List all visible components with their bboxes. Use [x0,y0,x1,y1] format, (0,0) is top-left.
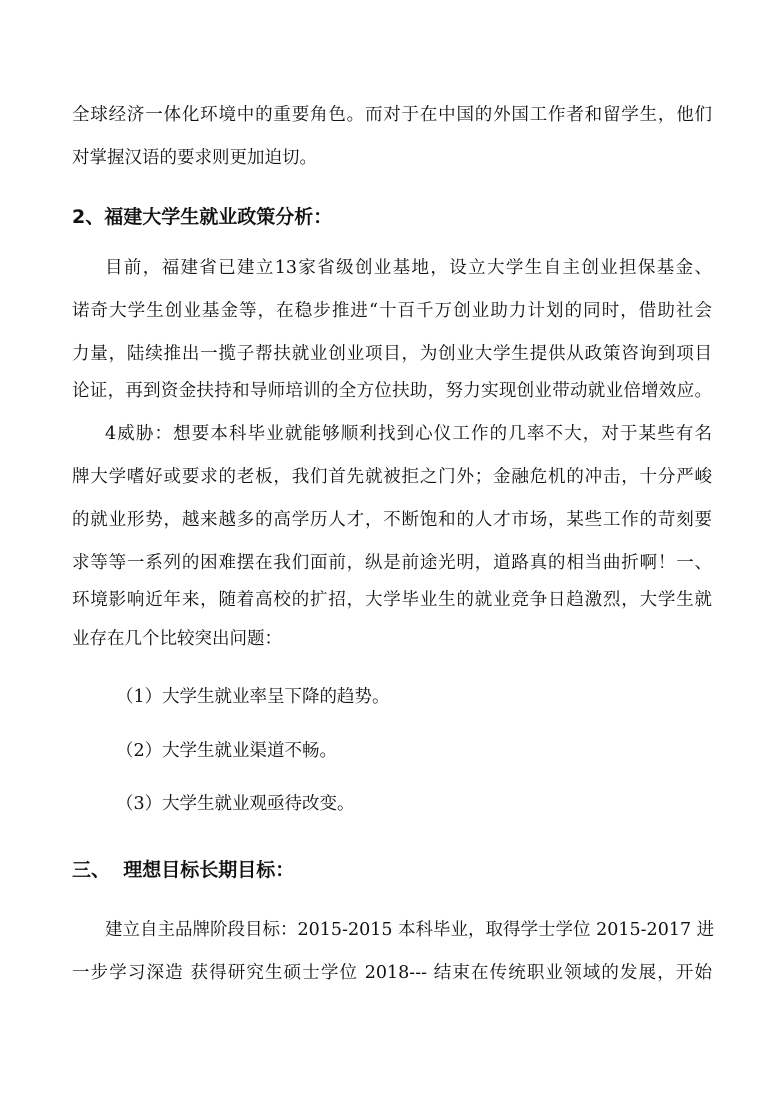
list-item-text: 大学生就业率呈下降的趋势。 [162,687,390,707]
paragraph2-line-3: 力量，陆续推出一揽子帮扶就业创业项目，为创业大学生提供从政策咨询到项目 [72,344,712,364]
paragraph3-line-6: 业存在几个比较突出问题： [72,629,282,649]
list-item [116,683,390,708]
paragraph2-line-1: 目前，福建省已建立13家省级创业基地，设立大学生自主创业担保基金、 [105,258,712,278]
section-heading-3: 三、 理想目标长期目标： [72,859,295,881]
section-heading-2: 2、福建大学生就业政策分析： [72,206,333,228]
list-item-text: 大学生就业渠道不畅。 [162,741,337,761]
list-item-text: 大学生就业观亟待改变。 [162,794,355,814]
paragraph3-line-2: 牌大学嗜好或要求的老板，我们首先就被拒之门外；金融危机的冲击，十分严峻 [72,467,712,487]
paragraph2-line-4: 论证，再到资金扶持和导师培训的全方位扶助，努力实现创业带动就业倍增效应。 [72,381,712,401]
paragraph3-line-1: 4威胁：想要本科毕业就能够顺利找到心仪工作的几率不大，对于某些有名 [105,424,712,444]
paragraph3-line-5: 环境影响近年来，随着高校的扩招，大学毕业生的就业竞争日趋激烈，大学生就 [72,590,712,610]
paragraph4-line-2: 一步学习深造 获得研究生硕士学位 2018--- 结束在传统职业领域的发展，开始 [72,963,712,983]
list-item [116,737,337,762]
list-item-number: （2） [116,741,163,761]
paragraph2-line-2: 诺奇大学生创业基金等，在稳步推进“十百千万创业助力计划的同时，借助社会 [72,301,712,321]
list-item [116,790,355,815]
paragraph1-line-1: 全球经济一体化环境中的重要角色。而对于在中国的外国工作者和留学生，他们 [72,105,712,125]
list-item-number: （1） [116,687,163,707]
paragraph3-line-4: 求等等一系列的困难摆在我们面前，纵是前途光明，道路真的相当曲折啊！一、 [72,553,712,573]
paragraph4-line-1: 建立自主品牌阶段目标：2015-2015 本科毕业，取得学士学位 2015-2017 进 [105,920,715,940]
paragraph3-line-3: 的就业形势，越来越多的高学历人才，不断饱和的人才市场，某些工作的苛刻要 [72,510,712,530]
paragraph1-line-2: 对掌握汉语的要求则更加迫切。 [72,148,317,168]
list-item-number: （3） [116,794,163,814]
